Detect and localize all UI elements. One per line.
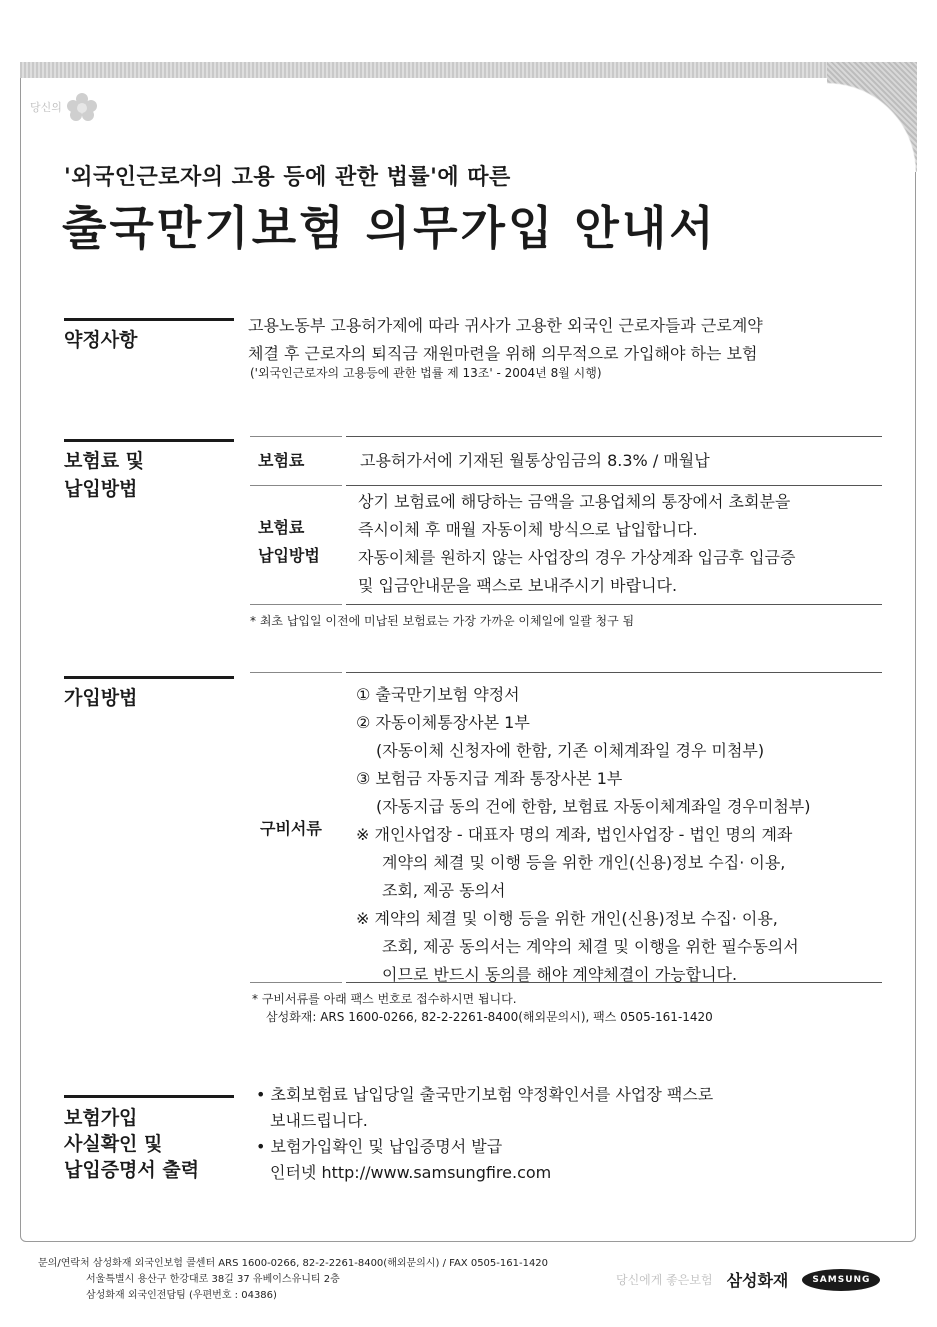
section2-heading-line: 보험료 및 xyxy=(64,450,145,472)
method-text xyxy=(358,488,795,600)
method-line: 상기 보험료에 해당하는 금액을 고용업체의 통장에서 초회분을 xyxy=(358,492,791,511)
section3-heading: 가입방법 xyxy=(64,687,138,709)
divider xyxy=(250,485,342,486)
docs-line: 조회, 제공 동의서 xyxy=(382,881,506,900)
section3-footnote-line: * 구비서류를 아래 팩스 번호로 접수하시면 됩니다. xyxy=(252,992,517,1006)
divider xyxy=(250,604,342,605)
footer-line: 삼성화재 외국인전담팀 (우편번호 : 04386) xyxy=(86,1290,277,1301)
footer-contact xyxy=(38,1256,548,1304)
footer-line: 서울특별시 용산구 한강대로 38길 37 유베이스유니티 2층 xyxy=(86,1274,340,1285)
docs-list xyxy=(356,681,811,989)
section4-line: • 초회보험료 납입당일 출국만기보험 약정확인서를 사업장 팩스로 xyxy=(256,1085,714,1104)
divider xyxy=(346,672,882,673)
footer-company: 삼성화재 xyxy=(726,1271,789,1290)
section3-footnote-line: 삼성화재: ARS 1600-0266, 82-2-2261-8400(해외문의시), 팩스 0505-161-1420 xyxy=(266,1010,713,1024)
method-label-line: 보험료 xyxy=(258,518,305,537)
section4-body xyxy=(256,1082,713,1186)
section4-heading-line: 납입증명서 출력 xyxy=(64,1159,200,1181)
divider xyxy=(346,604,882,605)
section1-line: 체결 후 근로자의 퇴직금 재원마련을 위해 의무적으로 가입해야 하는 보험 xyxy=(248,344,758,363)
section3-rule xyxy=(64,676,234,679)
footer-line: 문의/연락처 삼성화재 외국인보험 콜센터 ARS 1600-0266, 82-2-2261-8400(해외문의시) / FAX 0505-161-1420 xyxy=(38,1258,549,1269)
divider xyxy=(250,982,342,983)
divider xyxy=(346,436,882,437)
method-label xyxy=(258,514,320,570)
docs-line: 이므로 반드시 동의를 해야 계약체결이 가능합니다. xyxy=(382,965,738,984)
section4-heading-line: 보험가입 xyxy=(64,1107,138,1129)
divider xyxy=(346,485,882,486)
divider xyxy=(250,436,342,437)
top-band xyxy=(20,62,916,78)
method-label-line: 납입방법 xyxy=(258,546,320,565)
divider xyxy=(346,982,882,983)
docs-line: ③ 보험금 자동지급 계좌 통장사본 1부 xyxy=(356,769,623,788)
section1-line: 고용노동부 고용허가제에 따라 귀사가 고용한 외국인 근로자들과 근로계약 xyxy=(248,316,763,335)
document-subtitle: '외국인근로자의 고용 등에 관한 법률'에 따른 xyxy=(64,165,511,190)
section4-rule xyxy=(64,1095,234,1098)
section4-line: 인터넷 http://www.samsungfire.com xyxy=(270,1163,552,1182)
brand-small-text: 당신의 xyxy=(30,101,62,114)
page-curl-corner xyxy=(827,62,917,172)
premium-text: 고용허가서에 기재된 월통상임금의 8.3% / 매월납 xyxy=(360,451,710,470)
docs-line: ※ 개인사업장 - 대표자 명의 계좌, 법인사업장 - 법인 명의 계좌 xyxy=(356,825,793,844)
section4-heading xyxy=(64,1105,199,1183)
section2-rule xyxy=(64,439,234,442)
section4-line: 보내드립니다. xyxy=(270,1111,368,1130)
section1-body xyxy=(248,312,763,368)
method-line: 및 입금안내문을 팩스로 보내주시기 바랍니다. xyxy=(358,576,678,595)
section2-heading-line: 납입방법 xyxy=(64,478,138,500)
docs-line: (자동지급 동의 건에 한함, 보험료 자동이체계좌일 경우미첨부) xyxy=(376,797,811,816)
section1-heading: 약정사항 xyxy=(64,329,138,351)
section4-line: • 보험가입확인 및 납입증명서 발급 xyxy=(256,1137,503,1156)
docs-line: ② 자동이체통장사본 1부 xyxy=(356,713,530,732)
method-line: 즉시이체 후 매월 자동이체 방식으로 납입합니다. xyxy=(358,520,698,539)
section2-footnote: * 최초 납입일 이전에 미납된 보험료는 가장 가까운 이체일에 일괄 청구 됨 xyxy=(250,614,635,628)
premium-label: 보험료 xyxy=(258,451,305,470)
docs-line: 계약의 체결 및 이행 등을 위한 개인(신용)정보 수집· 이용, xyxy=(382,853,786,872)
document-title: 출국만기보험 의무가입 안내서 xyxy=(62,201,717,255)
footer-brand xyxy=(616,1268,880,1291)
divider xyxy=(250,672,342,673)
footer-slogan: 당신에게 좋은보험 xyxy=(616,1273,713,1287)
docs-line: 조회, 제공 동의서는 계약의 체결 및 이행을 위한 필수동의서 xyxy=(382,937,799,956)
brand-mark xyxy=(30,92,100,122)
section1-rule xyxy=(64,318,234,321)
method-line: 자동이체를 원하지 않는 사업장의 경우 가상계좌 입금후 입금증 xyxy=(358,548,796,567)
section3-footnote xyxy=(252,990,713,1026)
docs-line: ① 출국만기보험 약정서 xyxy=(356,685,520,704)
section4-heading-line: 사실확인 및 xyxy=(64,1133,163,1155)
docs-line: ※ 계약의 체결 및 이행 등을 위한 개인(신용)정보 수집· 이용, xyxy=(356,909,778,928)
docs-line: (자동이체 신청자에 한함, 기존 이체계좌일 경우 미첨부) xyxy=(376,741,765,760)
samsung-logo-icon: SAMSUNG xyxy=(802,1269,880,1291)
docs-label: 구비서류 xyxy=(260,819,322,838)
section2-heading xyxy=(64,447,144,503)
section1-note: ('외국인근로자의 고용등에 관한 법률 제 13조' - 2004년 8월 시행) xyxy=(250,366,602,380)
flower-logo-icon xyxy=(64,92,100,122)
